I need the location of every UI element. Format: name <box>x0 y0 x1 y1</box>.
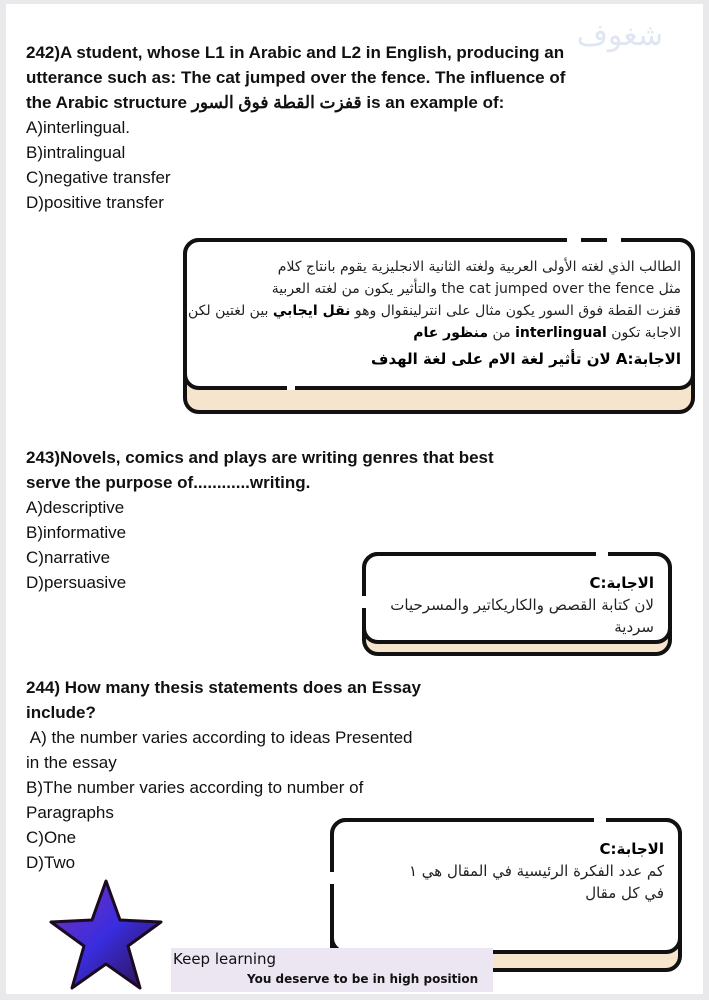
explanation-line: الاجابة تكون interlingual من منظور عام <box>413 325 681 341</box>
explanation-line: كم عدد الفكرة الرئيسية في المقال هي ١ <box>408 862 664 880</box>
option-a-cont: in the essay <box>26 753 117 772</box>
option-c: C)negative transfer <box>26 168 171 187</box>
question-stem: 244) How many thesis statements does an Essay <box>26 678 421 697</box>
footer-line1: Keep learning <box>173 950 277 968</box>
explanation-line: الطالب الذي لغته الأولى العربية ولغته الثانية الانجليزية يقوم بانتاج كلام <box>277 259 681 275</box>
question-stem: utterance such as: The cat jumped over the fence. The influence of <box>26 68 566 87</box>
option-b: B)The number varies according to number of <box>26 778 364 797</box>
answer-box-243 <box>362 552 672 656</box>
star-icon <box>46 876 166 996</box>
explanation-line: مثل the cat jumped over the fence والتأثير يكون من لغته العربية <box>271 281 681 297</box>
option-b: B)intralingual <box>26 143 126 162</box>
footer-banner <box>171 948 493 992</box>
option-a: A) the number varies according to ideas Presented <box>26 728 413 747</box>
option-a: A)descriptive <box>26 498 125 517</box>
explanation-line: لان كتابة القصص والكاريكاتير والمسرحيات <box>390 596 654 614</box>
question-stem: include? <box>26 703 96 722</box>
option-d: D)persuasive <box>26 573 127 592</box>
option-b-cont: Paragraphs <box>26 803 114 822</box>
footer-line2: You deserve to be in high position <box>247 972 479 986</box>
question-stem: 243)Novels, comics and plays are writing genres that best <box>26 448 494 467</box>
explanation-line: سردية <box>614 618 654 636</box>
option-d: D)Two <box>26 853 76 872</box>
option-c: C)narrative <box>26 548 111 567</box>
option-a: A)interlingual. <box>26 118 130 137</box>
answer-label: الاجابة:A لان تأثير لغة الام على لغة الهدف <box>371 350 681 368</box>
page <box>6 4 703 994</box>
question-stem: serve the purpose of............writing. <box>26 473 311 492</box>
explanation-line: قفزت القطة فوق السور يكون مثال على انترلينقوال وهو نقل ايجابي بين لغتين لكن <box>187 303 681 319</box>
question-stem: 242)A student, whose L1 in Arabic and L2 in English, producing an <box>26 43 565 62</box>
option-b: B)informative <box>26 523 127 542</box>
answer-label: الاجابة:C <box>599 840 664 858</box>
watermark-logo: شغوف <box>576 18 663 53</box>
answer-label: الاجابة:C <box>589 574 654 592</box>
question-242 <box>26 40 565 215</box>
option-c: C)One <box>26 828 77 847</box>
question-stem: the Arabic structure قفزت القطة فوق السور is an example of: <box>26 93 505 112</box>
option-d: D)positive transfer <box>26 193 164 212</box>
explanation-line: في كل مقال <box>585 884 664 902</box>
answer-box-242 <box>183 238 695 414</box>
